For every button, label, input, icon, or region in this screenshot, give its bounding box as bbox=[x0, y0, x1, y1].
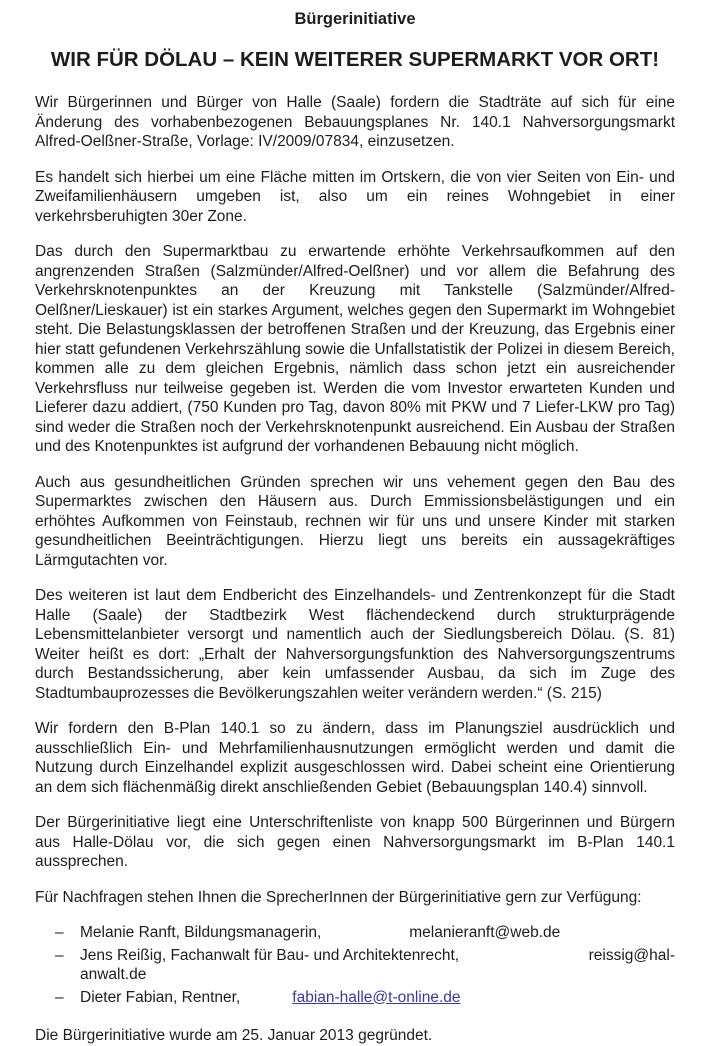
contact-email-part2: anwalt.de bbox=[80, 966, 147, 983]
list-item-jens bbox=[35, 946, 675, 985]
email-link[interactable]: fabian-halle@t-online.de bbox=[292, 988, 461, 1006]
tab-spacer bbox=[321, 936, 409, 937]
paragraph-signatures: Der Bürgerinitiative liegt eine Unterschriftenliste von knapp 500 Bürgerinnen und Bürgern aus Halle-Dölau vor, die sich gegen einen Nahversorgungsmarkt im B-Plan 140.1 aussprechen. bbox=[35, 814, 675, 870]
paragraph-traffic: Das durch den Supermarktbau zu erwartende erhöhte Verkehrsaufkommen auf den angrenzenden Straßen (Salzmünder/Alfred-Oelßner) und vor allem die Befahrung des Verkehrsknotenpunktes an der Kreuzung mit Tankstelle (Salzmünder/Alfred-Oelßner/Lieskauer) ist ein starkes Argument, welches gegen den Supermarkt im Wohngebiet steht. Die Belastungsklassen der betroffenen Straßen und der Kreuzung, das Ergebnis einer hier statt gefundenen Verkehrszählung sowie die Unfallstatistik der Polizei in diesem Bereich, kommen alle zu dem gleichen Ergebnis, nämlich dass schon jetzt ein ausreichender Verkehrsfluss nur teilweise gegeben ist. Werden die vom Investor erwarteten Kunden und Lieferer dazu addiert, (750 Kunden pro Tag, davon 80% mit PKW und 7 Liefer-LKW pro Tag) sind weder die Straßen noch der Verkehrsknotenpunkt ausreichend. Ein Ausbau der Straßen und des Knotenpunktes ist aufgrund der vorhandenen Bebauung nicht möglich. bbox=[35, 243, 675, 455]
page-title: WIR FÜR DÖLAU – KEIN WEITERER SUPERMARKT VOR ORT! bbox=[50, 48, 660, 71]
contact-row bbox=[55, 946, 675, 966]
list-item-dieter bbox=[35, 988, 675, 1008]
paragraph-retail-concept: Des weiteren ist laut dem Endbericht des Einzelhandels- und Zentrenkonzept für die Stadt Halle (Saale) der Stadtbezirk West flächendeckend durch strukturprägende Lebensmittelanbieter versorgt und namentlich auch der Siedlungsbereich Dölau. (S. 81) Weiter heißt es dort: „Erhalt der Nahversorgungsfunktion des Nahversorgungszentrums durch Bestandssicherung, aber kein umfassender Ausbau, da sich im Zuge des Stadtumbauprozesses die Bevölkerungszahlen weiter verändern werden.“ (S. 215) bbox=[35, 587, 675, 702]
list-bullet: – bbox=[55, 946, 64, 964]
document-kicker: Bürgerinitiative bbox=[294, 10, 416, 28]
list-bullet: – bbox=[55, 988, 64, 1006]
contact-email: melanieranft@web.de bbox=[409, 924, 561, 941]
contact-email-part1: reissig@hal- bbox=[588, 946, 675, 964]
contact-name-role: Jens Reißig, Fachanwalt für Bau- und Architektenrecht, bbox=[80, 946, 460, 964]
paragraph-location: Es handelt sich hierbei um eine Fläche mitten im Ortskern, die von vier Seiten von Ein- und Zweifamilienhäusern umgeben ist, also um ein reines Wohngebiet in einer verkehrsberuhigten 30er Zone. bbox=[35, 168, 675, 225]
list-item-melanie bbox=[35, 923, 675, 943]
founding-date-text: Die Bürgerinitiative wurde am 25. Januar 2013 gegründet. bbox=[35, 1027, 433, 1044]
contact-list bbox=[35, 923, 675, 1007]
paragraph-demand: Wir Bürgerinnen und Bürger von Halle (Saale) fordern die Stadträte auf sich für eine Änderung des vorhabenbezogenen Bebauungsplanes Nr. 140.1 Nahversorgungsmarkt Alfred-Oelßner-Straße, Vorlage: IV/2009/07834, einzusetzen. bbox=[35, 94, 675, 150]
contact-name-role: Melanie Ranft, Bildungsmanagerin, bbox=[80, 924, 322, 941]
contact-name-role-wrap bbox=[55, 946, 460, 966]
contacts-intro: Für Nachfragen stehen Ihnen die SprecherInnen der Bürgerinitiative gern zur Verfügung: bbox=[35, 888, 642, 906]
contact-name-role: Dieter Fabian, Rentner, bbox=[80, 988, 241, 1006]
paragraph-bplan-change: Wir fordern den B-Plan 140.1 so zu ändern, dass im Planungsziel ausdrücklich und ausschließlich Ein- und Mehrfamilienhausnutzungen ermöglicht werden und damit die Nutzung durch Einzelhandel explizit ausgeschlossen wird. Dabei scheint eine Orientierung an dem sich flächenmäßig direkt anschließenden Gebiet (Bebauungsplan 140.4) sinnvoll. bbox=[35, 720, 675, 796]
paragraph-health: Auch aus gesundheitlichen Gründen sprechen wir uns vehement gegen den Bau des Supermarktes zwischen den Häusern aus. Durch Emmissionsbelästigungen und ein erhöhtes Aufkommen von Feinstaub, rechnen wir für uns und unsere Kinder mit starken gesundheitlichen Beeinträchtigungen. Hierzu liegt uns bereits ein aussagekräftiges Lärmgutachten vor. bbox=[35, 473, 675, 569]
list-bullet: – bbox=[55, 924, 64, 941]
